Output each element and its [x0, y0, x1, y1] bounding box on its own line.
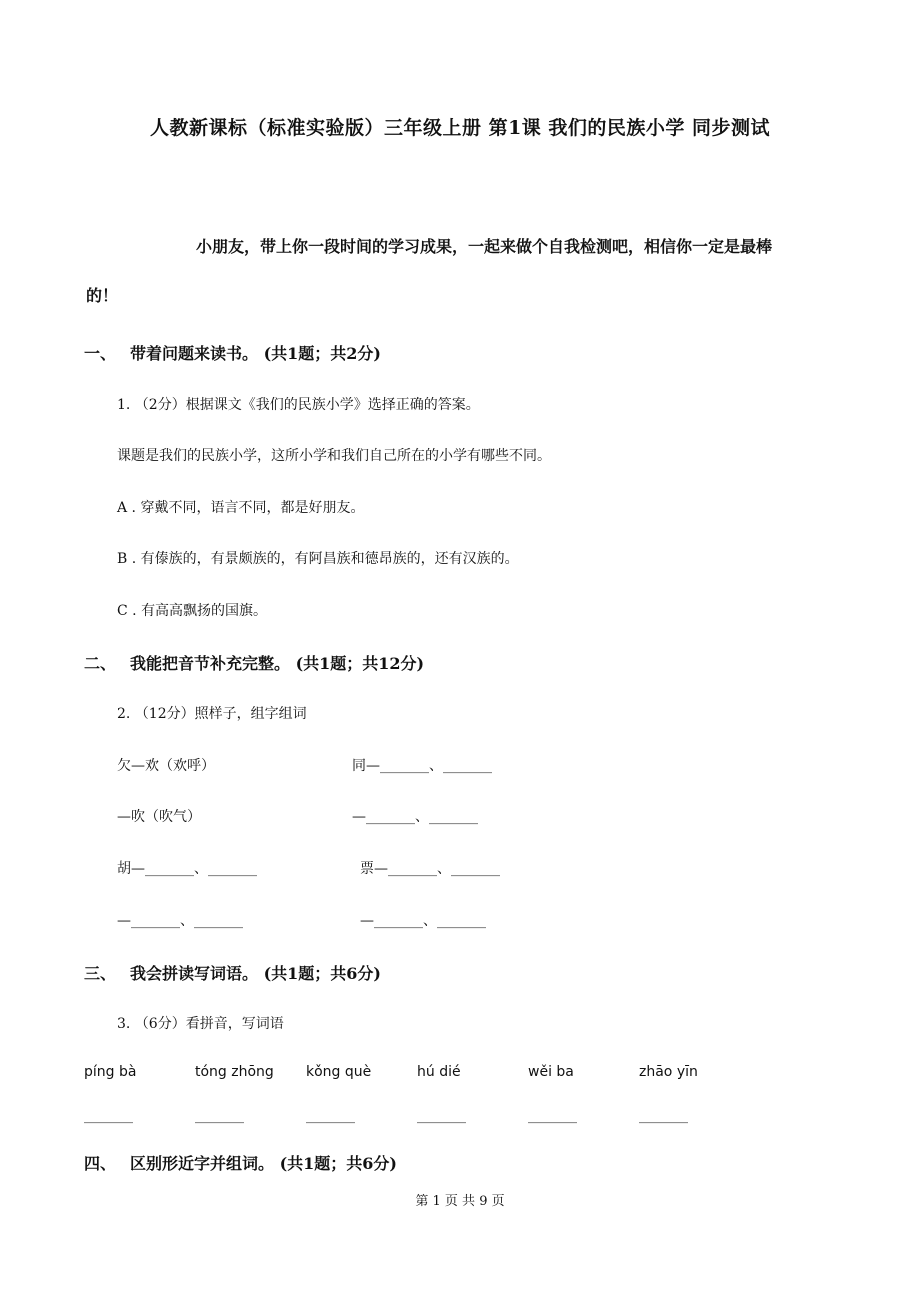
word-row-1-right[interactable]: 同—_______、_______ [352, 758, 492, 774]
section-number: 四、 [84, 1154, 117, 1173]
section-2-heading [84, 651, 424, 674]
section-title: 我会拼读写词语。 (共1题；共6分) [130, 964, 381, 983]
option-a[interactable]: A . 穿戴不同，语言不同，都是好朋友。 [117, 500, 365, 516]
word-row-2-right[interactable]: —_______、_______ [352, 809, 478, 825]
pinyin-2: tóng zhōng [195, 1064, 274, 1080]
option-b[interactable]: B . 有傣族的，有景颇族的，有阿昌族和德昂族的，还有汉族的。 [117, 551, 519, 567]
word-row-4-left[interactable]: —_______、_______ [117, 913, 243, 929]
section-number: 一、 [84, 344, 117, 363]
word-row-4-right[interactable]: —_______、_______ [360, 913, 486, 929]
question-1-prompt: 课题是我们的民族小学，这所小学和我们自己所在的小学有哪些不同。 [117, 448, 551, 464]
question-3-stem: 3. （6分）看拼音，写词语 [117, 1016, 284, 1032]
page-footer: 第 1 页 共 9 页 [415, 1194, 505, 1209]
pinyin-5: wěi ba [528, 1064, 574, 1080]
answer-blank-4[interactable]: _______ [417, 1108, 466, 1124]
option-c[interactable]: C . 有高高飘扬的国旗。 [117, 603, 268, 619]
intro-line-2: 的！ [86, 286, 119, 305]
section-3-heading [84, 961, 381, 984]
section-number: 三、 [84, 964, 117, 983]
answer-blank-3[interactable]: _______ [306, 1108, 355, 1124]
word-row-2-left: —吹（吹气） [117, 809, 201, 825]
word-row-1-left: 欠—欢（欢呼） [117, 758, 215, 774]
answer-blank-6[interactable]: _______ [639, 1108, 688, 1124]
section-1-heading [84, 341, 381, 364]
pinyin-1: píng bà [84, 1064, 137, 1080]
pinyin-4: hú dié [417, 1064, 461, 1080]
pinyin-3: kǒng què [306, 1064, 372, 1080]
word-row-3-right[interactable]: 票—_______、_______ [360, 861, 500, 877]
section-title: 带着问题来读书。 (共1题；共2分) [130, 344, 381, 363]
section-number: 二、 [84, 654, 117, 673]
answer-blank-1[interactable]: _______ [84, 1108, 133, 1124]
pinyin-6: zhāo yīn [639, 1064, 698, 1080]
section-4-heading [84, 1151, 397, 1174]
answer-blank-2[interactable]: _______ [195, 1108, 244, 1124]
question-2-stem: 2. （12分）照样子，组字组词 [117, 706, 307, 722]
question-1-stem: 1. （2分）根据课文《我们的民族小学》选择正确的答案。 [117, 397, 480, 413]
page-title: 人教新课标（标准实验版）三年级上册 第1课 我们的民族小学 同步测试 [149, 117, 771, 139]
intro-line-1: 小朋友，带上你一段时间的学习成果，一起来做个自我检测吧，相信你一定是最棒 [196, 237, 773, 256]
section-title: 区别形近字并组词。 (共1题；共6分) [130, 1154, 397, 1173]
section-title: 我能把音节补充完整。 (共1题；共12分) [130, 654, 425, 673]
answer-blank-5[interactable]: _______ [528, 1108, 577, 1124]
word-row-3-left[interactable]: 胡—_______、_______ [117, 861, 257, 877]
